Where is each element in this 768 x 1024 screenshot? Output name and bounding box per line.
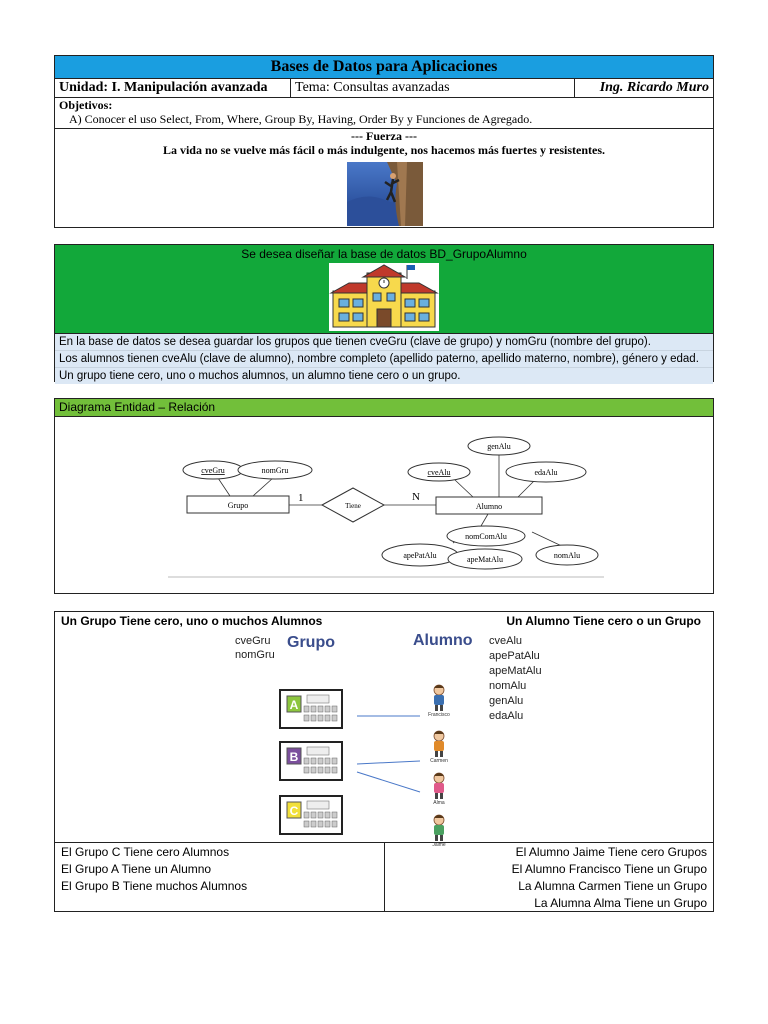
student-fact: La Alumna Carmen Tiene un Grupo: [518, 879, 707, 893]
svg-text:nomGru: nomGru: [261, 466, 289, 475]
alumno-title: Alumno: [413, 632, 473, 649]
student-name: Alma: [433, 800, 445, 806]
student-fact: El Alumno Jaime Tiene cero Grupos: [515, 845, 707, 859]
svg-text:apeMatAlu: apeMatAlu: [467, 555, 503, 564]
intro-header: [55, 245, 713, 334]
group-box-c: [280, 796, 342, 834]
entity-alumno: [436, 497, 542, 514]
entity-grupo: [187, 496, 289, 513]
svg-text:cveAlu: cveAlu: [427, 468, 451, 477]
grupo-field: cveGru: [235, 635, 271, 647]
relation-label: Tiene: [345, 502, 361, 510]
alumno-field: cveAlu: [489, 635, 523, 647]
attr-edaalu: [506, 462, 586, 482]
alumno-field: genAlu: [489, 695, 524, 707]
cardinality-one: 1: [298, 492, 304, 504]
group-letter: C: [289, 804, 299, 818]
alumno-field: apeMatAlu: [489, 665, 542, 677]
svg-text:cveGru: cveGru: [201, 466, 225, 475]
entity-grupo-label: Grupo: [227, 501, 249, 510]
group-letter: B: [289, 750, 299, 764]
entity-alumno-label: Alumno: [475, 502, 503, 511]
relationship-example-block: [54, 611, 714, 912]
svg-text:nomComAlu: nomComAlu: [465, 532, 507, 541]
group-fact: El Grupo A Tiene un Alumno: [61, 862, 212, 876]
objectives-label: Objetivos:: [59, 98, 113, 112]
intro-title: Se desea diseñar la base de datos BD_GrupoAlumno: [241, 247, 527, 261]
climber-image: [347, 162, 423, 226]
grupo-field: nomGru: [235, 649, 275, 661]
attr-genalu: [468, 437, 530, 455]
example-illustration: [55, 632, 713, 848]
objectives: [55, 98, 713, 129]
student-francisco: [428, 685, 450, 718]
group-box-a: [280, 690, 342, 728]
group-box-b: [280, 742, 342, 780]
objective-item: A) Conocer el uso Select, From, Where, Group By, Having, Order By y Funciones de Agregado.: [69, 112, 533, 126]
attr-apepatalu: [382, 544, 458, 566]
group-fact: El Grupo B Tiene muchos Alumnos: [61, 879, 248, 893]
example-facts: [55, 843, 713, 912]
student-name: Carmen: [430, 758, 448, 764]
fuerza-quote: La vida no se vuelve más fácil o más indulgente, nos hacemos más fuertes y resistentes.: [162, 143, 606, 157]
svg-text:edaAlu: edaAlu: [534, 468, 558, 477]
intro-description: [55, 334, 713, 384]
er-title: Diagrama Entidad – Relación: [55, 399, 713, 417]
link-b-alma: [357, 772, 420, 792]
student-facts: [385, 843, 713, 912]
header-info-row: [55, 79, 713, 98]
student-name: Jaime: [432, 842, 446, 848]
attr-apematalu: [448, 549, 522, 569]
intro-line: En la base de datos se desea guardar los grupos que tienen cveGru (clave de grupo) y nomGru (nombre del grupo).: [55, 334, 713, 351]
attr-nomgru: [238, 461, 312, 479]
left-header: Un Grupo Tiene cero, uno o muchos Alumnos: [61, 614, 323, 628]
student-jaime: [432, 815, 446, 848]
link-b-carmen: [357, 761, 420, 764]
student-name: Francisco: [428, 712, 450, 718]
intro-block: [54, 244, 714, 382]
attr-nomalu: [536, 545, 598, 565]
attr-cvegru: [183, 461, 243, 479]
intro-line: Los alumnos tienen cveAlu (clave de alumno), nombre completo (apellido paterno, apellido materno, nombre), género y edad.: [55, 351, 713, 368]
svg-text:nomAlu: nomAlu: [553, 551, 581, 560]
alumno-field: apePatAlu: [489, 650, 540, 662]
er-block: [54, 398, 714, 594]
attr-nomcomalu: [447, 526, 525, 546]
unidad-label: Unidad: I. Manipulación avanzada: [55, 79, 291, 97]
school-icon: [329, 263, 439, 331]
example-header: [55, 612, 713, 632]
group-student-illustration: [55, 632, 713, 848]
alumno-field: edaAlu: [489, 710, 524, 722]
student-alma: [433, 773, 445, 806]
header-block: [54, 55, 714, 228]
svg-text:apePatAlu: apePatAlu: [403, 551, 437, 560]
attr-cvealu: [408, 463, 470, 481]
author-label: Ing. Ricardo Muro: [599, 80, 709, 95]
fuerza-title: --- Fuerza ---: [351, 129, 417, 143]
er-diagram: [168, 430, 604, 580]
tema-label: Tema: Consultas avanzadas: [291, 79, 575, 97]
student-carmen: [430, 731, 448, 764]
alumno-field: nomAlu: [489, 680, 527, 692]
cardinality-many: N: [412, 491, 420, 503]
student-fact: La Alumna Alma Tiene un Grupo: [534, 896, 707, 910]
intro-line: Un grupo tiene cero, uno o muchos alumnos, un alumno tiene cero o un grupo.: [59, 370, 461, 382]
grupo-title: Grupo: [287, 634, 335, 651]
group-fact: El Grupo C Tiene cero Alumnos: [61, 845, 230, 859]
right-header: Un Alumno Tiene cero o un Grupo: [506, 614, 701, 628]
group-facts: [55, 843, 385, 912]
document-title: Bases de Datos para Aplicaciones: [55, 56, 713, 79]
student-fact: El Alumno Francisco Tiene un Grupo: [511, 862, 707, 876]
svg-text:genAlu: genAlu: [487, 442, 511, 451]
group-letter: A: [289, 698, 299, 712]
